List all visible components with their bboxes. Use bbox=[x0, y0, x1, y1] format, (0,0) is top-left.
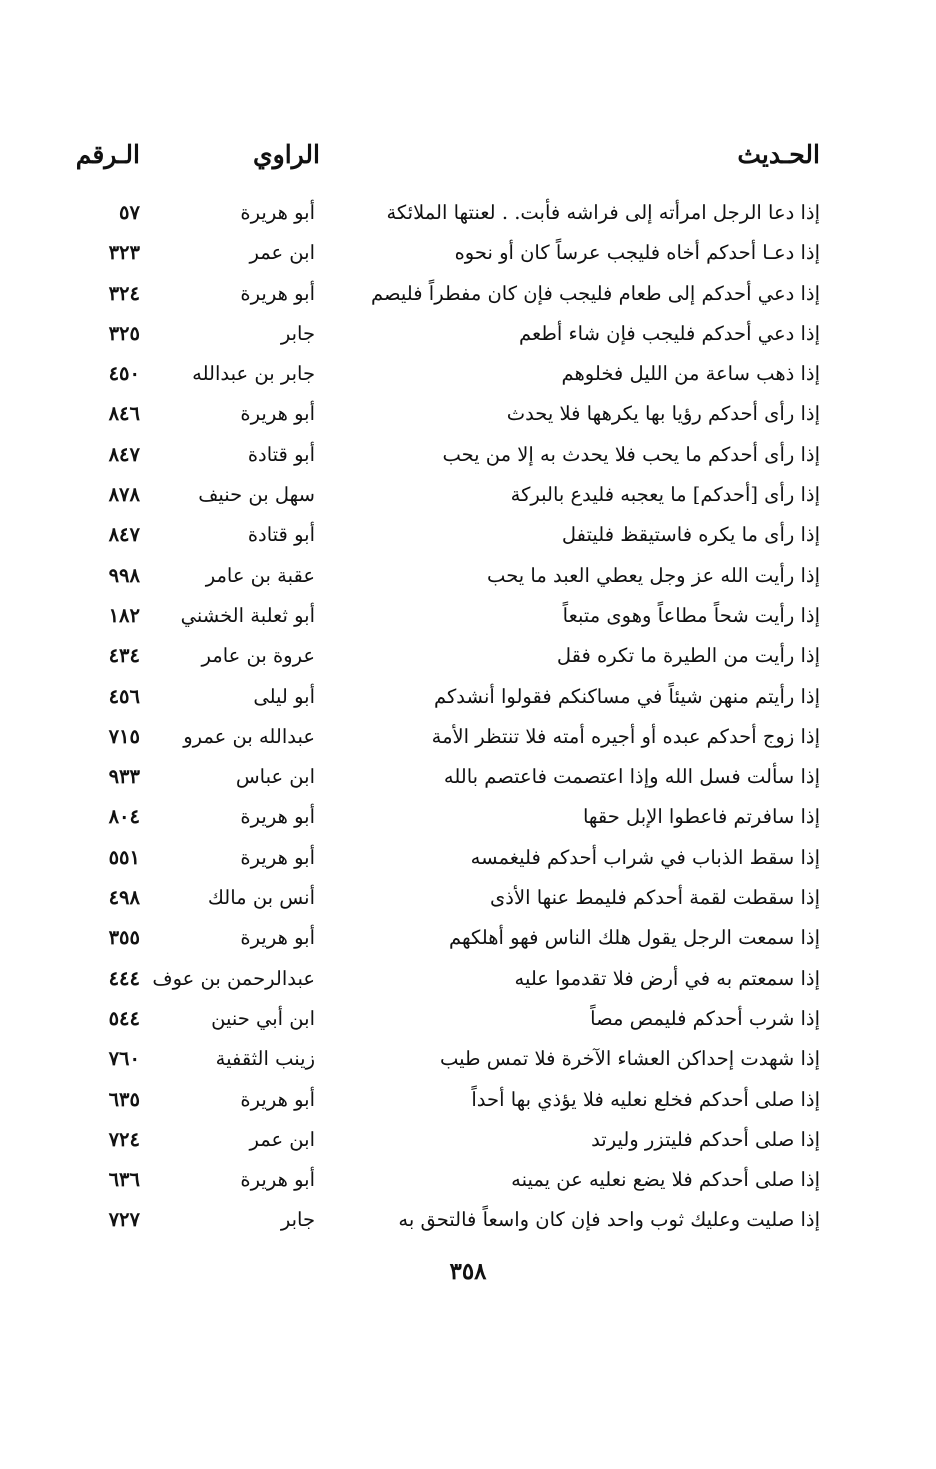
narrator-name: أبو ثعلبة الخشني bbox=[180, 603, 315, 627]
table-row bbox=[60, 518, 820, 558]
hadith-number: ٤٤٤ bbox=[108, 966, 140, 990]
hadith-number: ٣٢٥ bbox=[108, 321, 140, 345]
hadith-number: ٧٢٤ bbox=[108, 1127, 140, 1151]
narrator-name: عقبة بن عامر bbox=[205, 563, 315, 587]
narrator-name: أبو ليلى bbox=[253, 684, 315, 708]
table-row bbox=[60, 680, 820, 720]
table-row bbox=[60, 357, 820, 397]
narrator-name: ابن عمر bbox=[249, 241, 315, 265]
table-row bbox=[60, 720, 820, 760]
hadith-text: إذا دعـا أحدكم أخاه فليجب عرساً كان أو نحوه bbox=[454, 241, 820, 265]
hadith-text: إذا رأى ما يكره فاستيقظ فليتفل bbox=[561, 523, 820, 547]
hadith-text: إذا رأيت الله عز وجل يعطي العبد ما يحب bbox=[487, 563, 820, 587]
narrator-name: ابن عمر bbox=[249, 1127, 315, 1151]
hadith-number: ٩٣٣ bbox=[108, 765, 140, 789]
table-row bbox=[60, 599, 820, 639]
hadith-text: إذا سافرتم فاعطوا الإبل حقها bbox=[582, 805, 820, 829]
narrator-name: أبو هريرة bbox=[240, 402, 315, 426]
hadith-text: إذا شهدت إحداكن العشاء الآخرة فلا تمس طيب bbox=[440, 1047, 820, 1071]
narrator-name: عبدالله بن عمرو bbox=[183, 724, 315, 748]
hadith-text: إذا دعي أحدكم إلى طعام فليجب فإن كان مفطراً فليصم bbox=[371, 281, 820, 305]
hadith-text: إذا رأيت شحاً مطاعاً وهوى متبعاً bbox=[562, 603, 820, 627]
table-row bbox=[60, 317, 820, 357]
hadith-text: إذا رأيت من الطيرة ما تكره فقل bbox=[556, 644, 820, 668]
narrator-name: أنس بن مالك bbox=[207, 886, 315, 910]
hadith-number: ٩٩٨ bbox=[108, 563, 140, 587]
hadith-number: ٤٣٤ bbox=[108, 644, 140, 668]
header-hadith: الحـديث bbox=[737, 140, 820, 169]
table-row bbox=[60, 881, 820, 921]
header-raqm: الـرقم bbox=[75, 140, 140, 169]
narrator-name: ابن أبي حنين bbox=[211, 1006, 315, 1030]
hadith-number: ٦٣٥ bbox=[108, 1087, 140, 1111]
hadith-number: ٧١٥ bbox=[108, 724, 140, 748]
hadith-text: إذا رأى أحدكم رؤيا بها يكرهها فلا يحدث bbox=[506, 402, 820, 426]
table-row bbox=[60, 478, 820, 518]
hadith-text: إذا صليت وعليك ثوب واحد فإن كان واسعاً فالتحق به bbox=[398, 1208, 820, 1232]
hadith-number: ٣٢٤ bbox=[108, 281, 140, 305]
table-row bbox=[60, 559, 820, 599]
table-row bbox=[60, 438, 820, 478]
hadith-text: إذا رأى [أحدكم] ما يعجبه فليدع بالبركة bbox=[510, 483, 820, 507]
narrator-name: أبو هريرة bbox=[240, 1087, 315, 1111]
narrator-name: أبو هريرة bbox=[240, 1168, 315, 1192]
table-row bbox=[60, 1002, 820, 1042]
hadith-number: ٤٥٠ bbox=[108, 362, 140, 386]
hadith-number: ٣٢٣ bbox=[108, 241, 140, 265]
narrator-name: زينب الثقفية bbox=[215, 1047, 315, 1071]
table-row bbox=[60, 1203, 820, 1243]
hadith-number: ٨٠٤ bbox=[108, 805, 140, 829]
hadith-number: ٥٥١ bbox=[108, 845, 140, 869]
table-row bbox=[60, 236, 820, 276]
hadith-text: إذا دعا الرجل امرأته إلى فراشه فأبت. . لعنتها الملائكة bbox=[386, 201, 820, 224]
table-row bbox=[60, 962, 820, 1002]
hadith-number: ٨٤٧ bbox=[108, 523, 140, 547]
hadith-number: ٥٧ bbox=[119, 201, 140, 224]
hadith-text: إذا رأيتم منهن شيئاً في مساكنكم فقولوا أنشدكم bbox=[434, 684, 820, 708]
narrator-name: أبو هريرة bbox=[240, 845, 315, 869]
table-row bbox=[60, 760, 820, 800]
hadith-number: ٧٦٠ bbox=[108, 1047, 140, 1071]
table-row bbox=[60, 800, 820, 840]
hadith-text: إذا ذهب ساعة من الليل فخلوهم bbox=[561, 362, 820, 386]
hadith-text: إذا دعي أحدكم فليجب فإن شاء أطعم bbox=[518, 321, 820, 345]
table-header bbox=[60, 140, 820, 176]
hadith-text: إذا صلى أحدكم فليتزر وليرتد bbox=[591, 1127, 820, 1151]
hadith-text: إذا رأى أحدكم ما يحب فلا يحدث به إلا من يحب bbox=[442, 442, 820, 466]
table-row bbox=[60, 1083, 820, 1123]
hadith-number: ٤٥٦ bbox=[108, 684, 140, 708]
narrator-name: أبو قتادة bbox=[247, 442, 315, 466]
table-row bbox=[60, 1163, 820, 1203]
hadith-number: ١٨٢ bbox=[108, 603, 140, 627]
narrator-name: جابر بن عبدالله bbox=[192, 362, 315, 386]
header-rawi: الراوي bbox=[253, 140, 320, 169]
hadith-text: إذا سألت فسل الله وإذا اعتصمت فاعتصم بالله bbox=[443, 765, 820, 789]
narrator-name: سهل بن حنيف bbox=[198, 483, 315, 507]
narrator-name: عروة بن عامر bbox=[201, 644, 315, 668]
table-row bbox=[60, 1042, 820, 1082]
narrator-name: عبدالرحمن بن عوف bbox=[152, 966, 315, 990]
narrator-name: جابر bbox=[280, 321, 315, 345]
hadith-number: ٥٤٤ bbox=[108, 1006, 140, 1030]
narrator-name: أبو هريرة bbox=[240, 805, 315, 829]
hadith-text: إذا صلى أحدكم فلا يضع نعليه عن يمينه bbox=[511, 1168, 820, 1192]
hadith-text: إذا سقطت لقمة أحدكم فليمط عنها الأذى bbox=[490, 886, 820, 910]
table-row bbox=[60, 921, 820, 961]
narrator-name: أبو هريرة bbox=[240, 281, 315, 305]
hadith-text: إذا صلى أحدكم فخلع نعليه فلا يؤذي بها أحداً bbox=[471, 1087, 820, 1111]
hadith-text: إذا سمعتم به في أرض فلا تقدموا عليه bbox=[514, 966, 820, 990]
narrator-name: ابن عباس bbox=[235, 765, 315, 789]
table-row bbox=[60, 196, 820, 236]
hadith-number: ٨٧٨ bbox=[108, 483, 140, 507]
hadith-text: إذا شرب أحدكم فليمص مصاً bbox=[590, 1006, 820, 1030]
hadith-number: ٨٤٦ bbox=[108, 402, 140, 426]
hadith-number: ٣٥٥ bbox=[108, 926, 140, 950]
hadith-text: إذا زوج أحدكم عبده أو أجيره أمته فلا تنتظر الأمة bbox=[431, 724, 820, 748]
table-row bbox=[60, 639, 820, 679]
page-number: ٣٥٨ bbox=[449, 1258, 487, 1285]
table-row bbox=[60, 841, 820, 881]
narrator-name: أبو هريرة bbox=[240, 926, 315, 950]
narrator-name: جابر bbox=[280, 1208, 315, 1232]
hadith-number: ٤٩٨ bbox=[108, 886, 140, 910]
narrator-name: أبو قتادة bbox=[247, 523, 315, 547]
hadith-number: ٦٣٦ bbox=[108, 1168, 140, 1192]
table-row bbox=[60, 1123, 820, 1163]
hadith-number: ٧٢٧ bbox=[108, 1208, 140, 1232]
narrator-name: أبو هريرة bbox=[240, 201, 315, 224]
table-row bbox=[60, 277, 820, 317]
table-row bbox=[60, 397, 820, 437]
hadith-index-table bbox=[60, 196, 820, 1244]
hadith-number: ٨٤٧ bbox=[108, 442, 140, 466]
hadith-text: إذا سقط الذباب في شراب أحدكم فليغمسه bbox=[470, 845, 820, 869]
hadith-text: إذا سمعت الرجل يقول هلك الناس فهو أهلكهم bbox=[449, 926, 820, 950]
